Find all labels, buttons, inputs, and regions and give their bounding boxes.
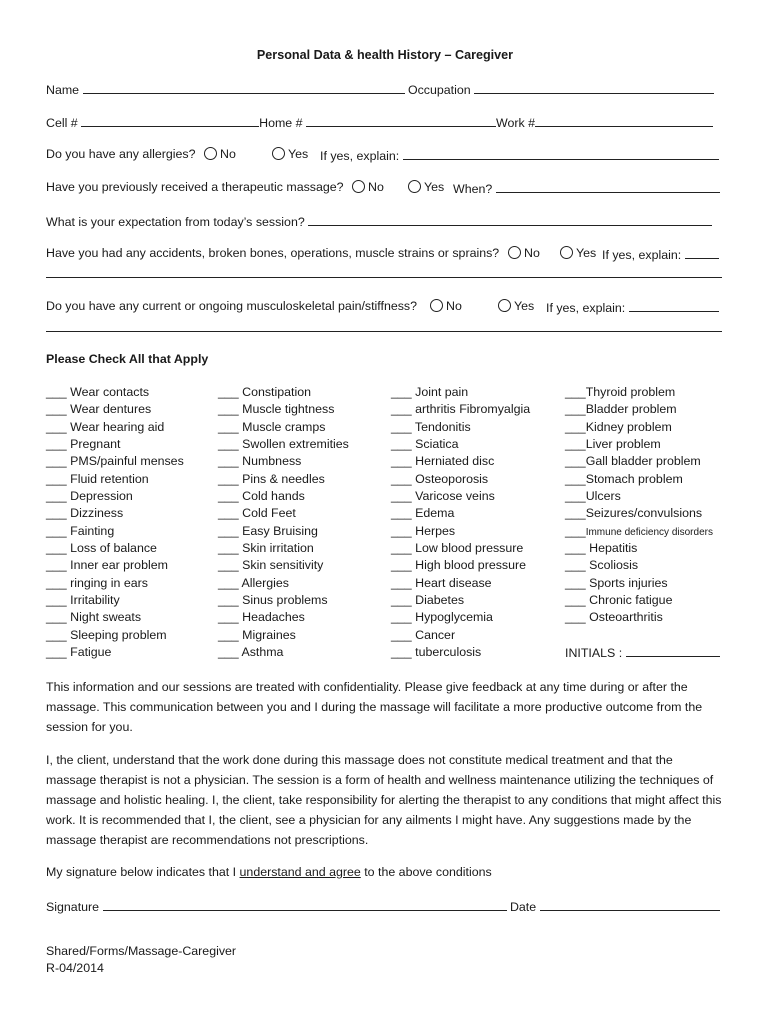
name-field[interactable] xyxy=(83,81,405,94)
disclaimer-paragraph: I, the client, understand that the work done during this massage does not constitute medical treatment and that the massage therapist is not a physician. The session is a form of health and wellness maintenance utilizing the techniques of massage and holistic healing. I, the client, take responsibility for alerting the therapist to any conditions that might affect this work. It is recommended that I, the client, see a physician for any ailments I might have. Any suggestions made by the massage therapist are recommendations not prescriptions. xyxy=(46,753,722,847)
radio-icon[interactable] xyxy=(560,246,573,259)
massage-when-field[interactable] xyxy=(496,180,720,193)
initials-label: INITIALS : xyxy=(565,646,623,661)
checklist-item[interactable]: ___ Cold hands xyxy=(218,489,305,504)
confidentiality-paragraph: This information and our sessions are treated with confidentiality. Please give feedback at any time during or after the massage. This communication between you and I during the massage will facilitate a more productive outcome from the session for you. xyxy=(46,680,703,734)
footer-form-id: Shared/Forms/Massage-Caregiver xyxy=(46,944,237,958)
accidents-yes[interactable] xyxy=(560,246,596,260)
checklist-item[interactable]: ___ Hypoglycemia xyxy=(391,610,493,625)
checklist-item[interactable]: ___ Wear dentures xyxy=(46,402,152,417)
yes-label: Yes xyxy=(576,246,597,260)
radio-icon[interactable] xyxy=(204,147,217,160)
pain-no[interactable] xyxy=(430,299,462,313)
expectation-field[interactable] xyxy=(308,213,712,226)
understand-agree-text: understand and agree xyxy=(239,865,361,879)
checklist-item[interactable]: ___ Sciatica xyxy=(391,437,459,452)
no-label: No xyxy=(524,246,540,260)
if-yes-label: If yes, explain: xyxy=(320,149,400,163)
checklist-item[interactable]: ___ Cancer xyxy=(391,627,456,642)
checklist-item[interactable]: ___Kidney problem xyxy=(565,419,672,434)
allergies-explain-field[interactable] xyxy=(403,147,719,160)
expectation-question: What is your expectation from today’s session? xyxy=(46,215,305,229)
allergies-no[interactable] xyxy=(204,147,236,161)
checklist-item[interactable]: ___ Fluid retention xyxy=(46,471,149,486)
checklist-item[interactable]: ___ Sleeping problem xyxy=(46,627,167,642)
checklist-item[interactable]: ___ Varicose veins xyxy=(391,489,495,504)
checklist-col-3 xyxy=(391,384,530,662)
occupation-field[interactable] xyxy=(474,81,714,94)
checklist-col-4 xyxy=(565,384,720,662)
checklist-item[interactable]: ___ Fainting xyxy=(46,523,115,538)
checklist-item[interactable]: ___ Herpes xyxy=(391,523,456,538)
no-label: No xyxy=(368,180,384,194)
checklist-item[interactable]: ___ Sinus problems xyxy=(218,593,328,608)
checklist-item[interactable]: ___Immune deficiency disorders xyxy=(565,523,713,538)
radio-icon[interactable] xyxy=(430,299,443,312)
yes-label: Yes xyxy=(514,299,535,313)
yes-label: Yes xyxy=(424,180,445,194)
massage-yes[interactable] xyxy=(408,180,444,194)
if-yes-label: If yes, explain: xyxy=(546,301,626,315)
yes-label: Yes xyxy=(288,147,309,161)
checklist-item[interactable]: ___ Dizziness xyxy=(46,506,124,521)
radio-icon[interactable] xyxy=(272,147,285,160)
checklist-item[interactable]: ___ tuberculosis xyxy=(391,645,482,660)
date-field[interactable] xyxy=(540,898,720,911)
phone-row xyxy=(46,114,713,130)
checklist-item[interactable]: ___ Loss of balance xyxy=(46,541,157,556)
checklist-item[interactable]: ___ Low blood pressure xyxy=(391,541,524,556)
checklist-item[interactable]: ___ Depression xyxy=(46,489,133,504)
checklist-item[interactable]: ___ Migraines xyxy=(218,627,296,642)
checklist-item[interactable]: ___ Skin irritation xyxy=(218,541,314,556)
radio-icon[interactable] xyxy=(408,180,421,193)
checklist-item[interactable]: ___ Night sweats xyxy=(46,610,142,625)
accidents-question: Have you had any accidents, broken bones, operations, muscle strains or sprains? xyxy=(46,246,500,260)
expectation-row xyxy=(46,213,712,229)
checklist-item[interactable]: ___Gall bladder problem xyxy=(565,454,701,469)
checklist-item xyxy=(565,627,720,644)
checklist-item[interactable]: ___Bladder problem xyxy=(565,402,677,417)
checklist-item[interactable]: ___ Osteoarthritis xyxy=(565,610,663,625)
accidents-explain-field[interactable] xyxy=(685,246,719,259)
checklist-item[interactable]: ___ High blood pressure xyxy=(391,558,527,573)
name-row xyxy=(46,81,714,97)
pain-explain xyxy=(546,299,719,315)
no-label: No xyxy=(446,299,462,313)
checklist-item[interactable]: ___ Herniated disc xyxy=(391,454,495,469)
checklist-item[interactable]: ___Seizures/convulsions xyxy=(565,506,703,521)
radio-icon[interactable] xyxy=(352,180,365,193)
checklist-item[interactable]: ___ arthritis Fibromyalgia xyxy=(391,402,531,417)
no-label: No xyxy=(220,147,236,161)
checklist-heading: Please Check All that Apply xyxy=(46,352,209,366)
checklist-item[interactable]: ___Liver problem xyxy=(565,437,661,452)
pain-yes[interactable] xyxy=(498,299,534,313)
accidents-explain-line[interactable] xyxy=(46,277,722,278)
occupation-label: Occupation xyxy=(407,83,471,97)
work-field[interactable] xyxy=(535,114,713,127)
checklist-item[interactable]: ___ Cold Feet xyxy=(218,506,296,521)
checklist-item[interactable]: ___ Wear contacts xyxy=(46,385,150,399)
checklist-item[interactable]: ___ ringing in ears xyxy=(46,575,148,590)
home-label: Home # xyxy=(259,116,303,130)
signature-row xyxy=(46,898,720,914)
checklist-item[interactable]: ___ Joint pain xyxy=(391,385,469,399)
cell-label: Cell # xyxy=(46,116,78,130)
checklist-item[interactable]: ___ Diabetes xyxy=(391,593,465,608)
agreement-paragraph: My signature below indicates that I understand and agree to the above conditions xyxy=(46,865,492,879)
checklist-item[interactable]: ___ Constipation xyxy=(218,385,312,399)
home-field[interactable] xyxy=(306,114,496,127)
pain-explain-field[interactable] xyxy=(629,299,719,312)
checklist-item[interactable]: ___ Pregnant xyxy=(46,437,121,452)
checklist-item[interactable]: ___ Chronic fatigue xyxy=(565,593,673,608)
signature-field[interactable] xyxy=(103,898,507,911)
initials-row xyxy=(565,644,720,661)
checklist-item[interactable]: ___ PMS/painful menses xyxy=(46,454,184,469)
checklist-item[interactable]: ___ Wear hearing aid xyxy=(46,419,165,434)
checklist-item[interactable]: ___ Tendonitis xyxy=(391,419,471,434)
checklist-item[interactable]: ___ Asthma xyxy=(218,645,284,660)
checklist-item[interactable]: ___ Heart disease xyxy=(391,575,492,590)
work-label: Work # xyxy=(495,116,536,130)
checklist-item[interactable]: ___Stomach problem xyxy=(565,471,683,486)
checklist-item[interactable]: ___ Easy Bruising xyxy=(218,523,318,538)
initials-field[interactable] xyxy=(626,644,720,657)
checklist-item[interactable]: ___ Edema xyxy=(391,506,455,521)
cell-field[interactable] xyxy=(81,114,259,127)
checklist-item[interactable]: ___ Skin sensitivity xyxy=(218,558,324,573)
footer-revision: R-04/2014 xyxy=(46,961,104,975)
radio-icon[interactable] xyxy=(508,246,521,259)
pain-explain-line[interactable] xyxy=(46,331,722,332)
when-label: When? xyxy=(453,182,493,196)
checklist-item[interactable]: ___ Muscle cramps xyxy=(218,419,326,434)
date-label: Date xyxy=(509,900,537,914)
checklist-col-2 xyxy=(218,384,349,662)
checklist-item[interactable]: ___Thyroid problem xyxy=(565,385,676,399)
checklist-item[interactable]: ___ Headaches xyxy=(218,610,305,625)
checklist-item[interactable]: ___ Pins & needles xyxy=(218,471,325,486)
accidents-no[interactable] xyxy=(508,246,540,260)
checklist-item[interactable]: ___ Swollen extremities xyxy=(218,437,349,452)
allergies-question: Do you have any allergies? xyxy=(46,147,196,161)
massage-question: Have you previously received a therapeutic massage? xyxy=(46,180,344,194)
checklist-item[interactable]: ___ Numbness xyxy=(218,454,302,469)
checklist-item[interactable]: ___ Osteoporosis xyxy=(391,471,489,486)
checklist-col-1 xyxy=(46,384,184,662)
if-yes-label: If yes, explain: xyxy=(602,248,682,262)
massage-no[interactable] xyxy=(352,180,384,194)
allergies-yes[interactable] xyxy=(272,147,308,161)
pain-question: Do you have any current or ongoing musculoskeletal pain/stiffness? xyxy=(46,299,418,313)
form-title: Personal Data & health History – Caregiver xyxy=(256,48,514,62)
checklist-item[interactable]: ___ Allergies xyxy=(218,575,289,590)
checklist-item[interactable]: ___ Inner ear problem xyxy=(46,558,168,573)
name-label: Name xyxy=(46,83,80,97)
checklist-item[interactable]: ___ Muscle tightness xyxy=(218,402,335,417)
checklist-item[interactable]: ___ Hepatitis xyxy=(565,541,638,556)
allergies-explain xyxy=(320,147,719,163)
radio-icon[interactable] xyxy=(498,299,511,312)
checklist-item[interactable]: ___ Sports injuries xyxy=(565,575,668,590)
accidents-explain xyxy=(602,246,719,262)
checklist-item[interactable]: ___ Scoliosis xyxy=(565,558,639,573)
checklist-item[interactable]: ___ Irritability xyxy=(46,593,120,608)
checklist-item[interactable]: ___Ulcers xyxy=(565,489,621,504)
massage-when xyxy=(453,180,720,196)
signature-label: Signature xyxy=(46,900,100,914)
checklist-item[interactable]: ___ Fatigue xyxy=(46,645,112,660)
